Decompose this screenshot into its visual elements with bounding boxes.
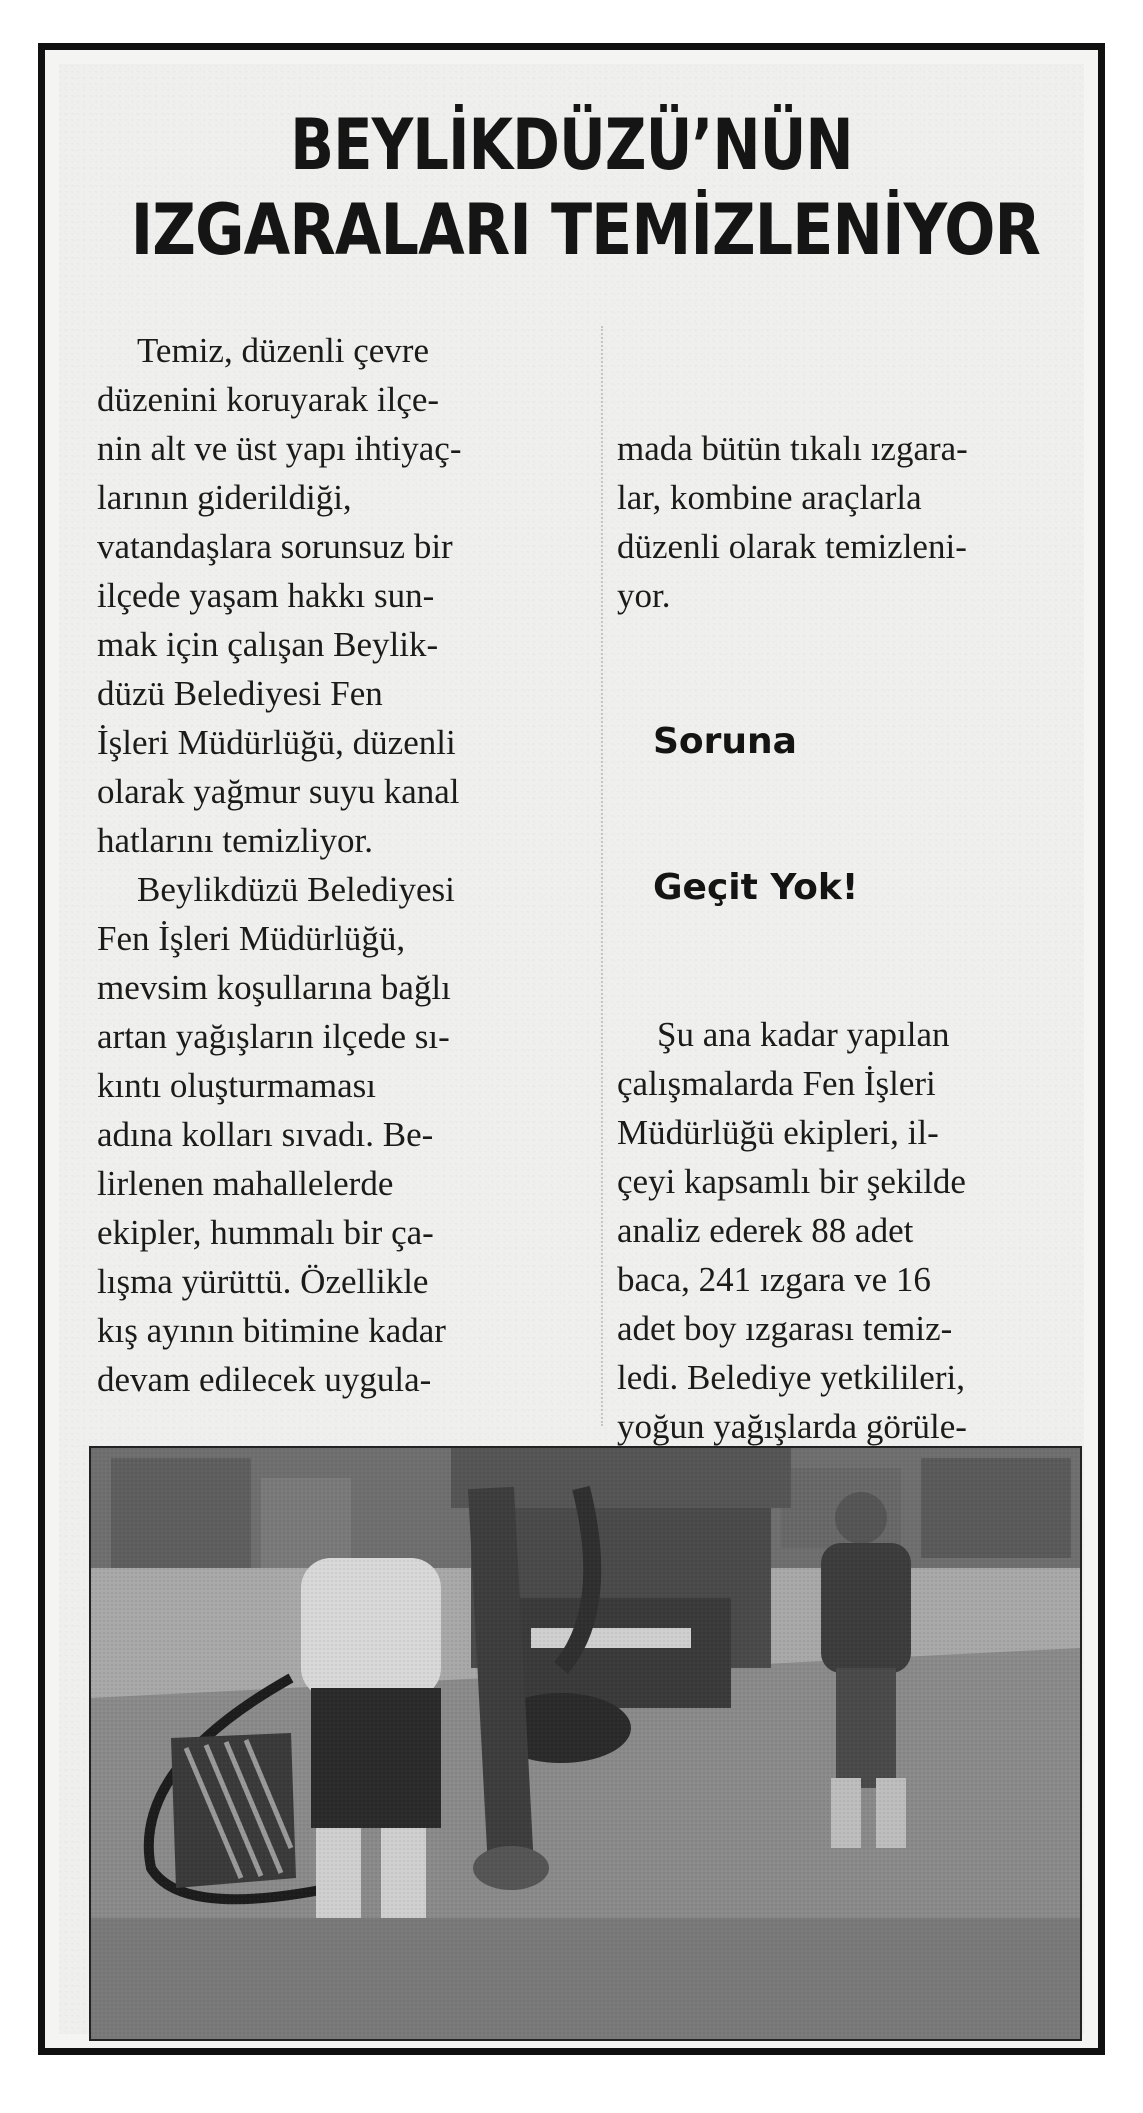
article-line: yoğun yağışlarda görüle- [617,1407,967,1446]
newspaper-clipping-frame [38,43,1105,2055]
article-line: mevsim koşullarına bağlı [97,968,451,1007]
photo-illustration [91,1448,1080,2039]
article-line: larının giderildiği, [97,478,352,517]
article-line: adet boy ızgarası temiz- [617,1309,953,1348]
article-line: Müdürlüğü ekipleri, il- [617,1113,939,1152]
article-line: ledi. Belediye yetkilileri, [617,1358,965,1397]
article-line: kış ayının bitimine kadar [97,1311,446,1350]
article-line: ekipler, hummalı bir ça- [97,1213,434,1252]
article-line: lar, kombine araçlarla [617,478,922,517]
article-line: olarak yağmur suyu kanal [97,772,460,811]
article-line: ilçede yaşam hakkı sun- [97,576,435,615]
article-line: Fen İşleri Müdürlüğü, [97,919,406,958]
article-photo [89,1446,1082,2041]
article-line: kıntı oluşturmaması [97,1066,377,1105]
headline-line-2: IZGARALARI TEMİZLENİYOR [130,189,1041,271]
left-column [97,326,567,1404]
article-line: düzenini koruyarak ilçe- [97,380,440,419]
article-line: yor. [617,576,671,615]
newspaper-clipping [59,64,1084,2034]
article-line: analiz ederek 88 adet [617,1211,914,1250]
article-line: devam edilecek uygula- [97,1360,432,1399]
article-line: çeyi kapsamlı bir şekilde [617,1162,966,1201]
article-line: baca, 241 ızgara ve 16 [617,1260,931,1299]
article-line: hatlarını temizliyor. [97,821,374,860]
article-line: adına kolları sıvadı. Be- [97,1115,434,1154]
headline-line-1: BEYLİKDÜZÜ’NÜN [290,104,853,186]
article-line: lışma yürüttü. Özellikle [97,1262,429,1301]
article-line: mak için çalışan Beylik- [97,625,439,664]
article-line: düzü Belediyesi Fen [97,674,383,713]
column-divider [601,326,603,1426]
article-line: artan yağışların ilçede sı- [97,1017,450,1056]
article-line: vatandaşlara sorunsuz bir [97,527,453,566]
subhead-line-1: Soruna [653,721,797,762]
article-line: Beylikdüzü Belediyesi [137,870,455,909]
article-line: nin alt ve üst yapı ihtiyaç- [97,429,462,468]
subhead-line-2: Geçit Yok! [653,867,859,908]
article-body [89,326,1099,1446]
article-line: İşleri Müdürlüğü, düzenli [97,723,456,762]
article-line: çalışmalarda Fen İşleri [617,1064,936,1103]
article-line: Temiz, düzenli çevre [137,331,429,370]
article-line: lirlenen mahallelerde [97,1164,394,1203]
right-column-top [617,424,1087,620]
article-line: mada bütün tıkalı ızgara- [617,429,968,468]
article-line: Şu ana kadar yapılan [657,1015,950,1054]
article-line: düzenli olarak temizleni- [617,527,967,566]
headline [59,104,1084,274]
